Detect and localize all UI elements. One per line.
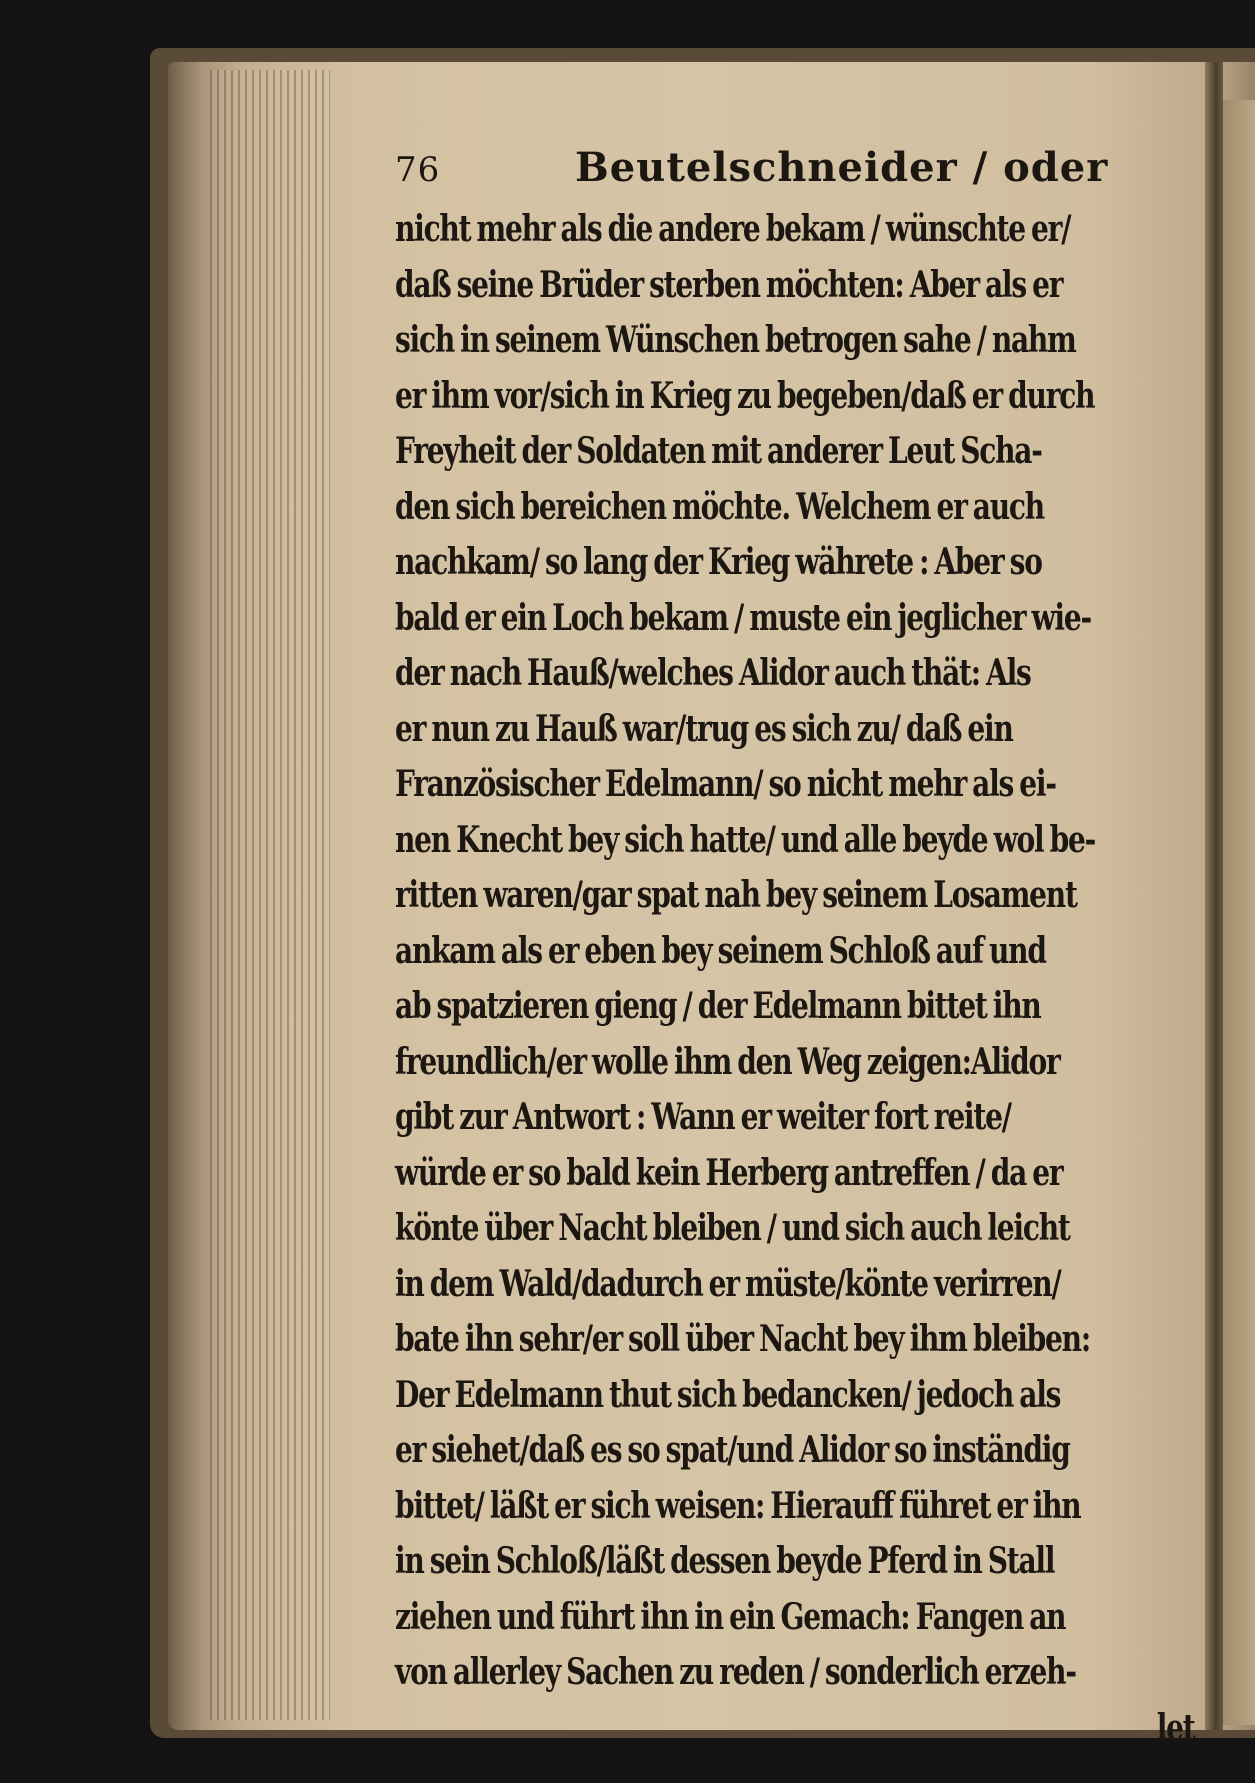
text-line: bald er ein Loch bekam / muste ein jeglicher wie- xyxy=(395,596,1091,639)
text-line: ritten waren/gar spat nah bey seinem Losament xyxy=(395,874,1077,916)
page-text xyxy=(395,140,1195,1749)
page-edges xyxy=(210,70,330,1720)
text-body xyxy=(395,202,1195,1756)
text-line: von allerley Sachen zu reden / sonderlich erzeh- xyxy=(395,1651,1076,1693)
text-line: freundlich/er wolle ihm den Weg zeigen:Alidor xyxy=(395,1040,1060,1083)
page-number: 76 xyxy=(395,150,441,190)
gutter xyxy=(1205,62,1223,1730)
text-line: sich in seinem Wünschen betrogen sahe / nahm xyxy=(395,319,1076,361)
catchword: let xyxy=(1156,1706,1195,1749)
text-line: Der Edelmann thut sich bedancken/ jedoch als xyxy=(395,1373,1061,1416)
text-line: daß seine Brüder sterben möchten: Aber als er xyxy=(395,263,1063,306)
text-line: nen Knecht bey sich hatte/ und alle beyde wol be- xyxy=(395,818,1096,861)
text-line: nachkam/ so lang der Krieg währete : Aber so xyxy=(395,541,1042,583)
text-line: in dem Wald/dadurch er müste/könte verirren/ xyxy=(395,1262,1061,1305)
running-head: Beutelschneider / oder xyxy=(575,144,1109,191)
text-line: er siehet/daß es so spat/und Alidor so inständig xyxy=(395,1429,1070,1471)
text-line: gibt zur Antwort : Wann er weiter fort reite/ xyxy=(395,1096,1011,1138)
text-line: bate ihn sehr/er soll über Nacht bey ihm bleiben: xyxy=(395,1318,1090,1360)
text-line: Französischer Edelmann/ so nicht mehr als ei- xyxy=(395,763,1056,805)
text-line: ziehen und führt ihn in ein Gemach: Fangen an xyxy=(395,1595,1066,1638)
text-line: den sich bereichen möchte. Welchem er auch xyxy=(395,485,1044,528)
text-line: würde er so bald kein Herberg antreffen / da er xyxy=(395,1151,1063,1194)
text-line: könte über Nacht bleiben / und sich auch leicht xyxy=(395,1207,1070,1249)
text-line: in sein Schloß/läßt dessen beyde Pferd in Stall xyxy=(395,1540,1055,1582)
text-line: ankam als er eben bey seinem Schloß auf und xyxy=(395,929,1046,972)
text-line: er nun zu Hauß war/trug es sich zu/ daß ein xyxy=(395,707,1013,750)
text-line: Freyheit der Soldaten mit anderer Leut Scha- xyxy=(395,430,1042,472)
page-header xyxy=(395,140,1195,202)
text-line: der nach Hauß/welches Alidor auch thät: Als xyxy=(395,652,1031,694)
next-page-edge xyxy=(1223,100,1255,1725)
text-line: nicht mehr als die andere bekam / wünschte er/ xyxy=(395,208,1071,250)
text-line: bittet/ läßt er sich weisen: Hierauff führet er ihn xyxy=(395,1484,1081,1527)
text-line: ab spatzieren gieng / der Edelmann bittet ihn xyxy=(395,985,1041,1027)
text-line: er ihm vor/sich in Krieg zu begeben/daß er durch xyxy=(395,374,1095,417)
